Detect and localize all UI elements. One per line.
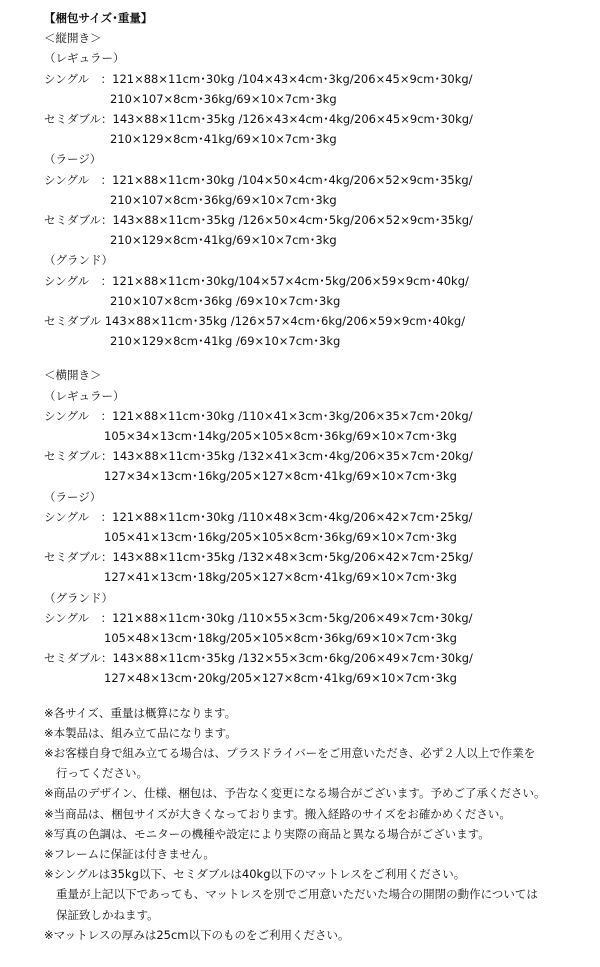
spec-line-cont: 210×107×8cm･36kg/69×10×7cm･3kg <box>110 91 337 106</box>
spec-line: シングル ：121×88×11cm･30kg /104×43×4cm･3kg/206×45×9cm･30kg/ <box>44 71 473 86</box>
note: ※本製品は、組み立て品になります。 <box>44 725 237 740</box>
spec-line: セミダブル：143×88×11cm･35kg /132×48×3cm･5kg/206×42×7cm･25kg/ <box>44 550 473 565</box>
spec-line: シングル ：121×88×11cm･30kg /110×41×3cm･3kg/206×35×7cm･20kg/ <box>44 408 473 423</box>
spec-line-cont: 210×107×8cm･36kg/69×10×7cm･3kg <box>110 192 337 207</box>
spec-line-cont: 127×41×13cm･18kg/205×127×8cm･41kg/69×10×7cm･3kg <box>104 570 457 585</box>
note: ※フレームに保証は付きません。 <box>44 847 215 861</box>
note: ※写真の色調は、モニターの機種や設定により実際の商品と異なる場合がございます。 <box>44 826 490 841</box>
spec-line: セミダブル 143×88×11cm･35kg /126×57×4cm･6kg/206×59×9cm･40kg/ <box>44 314 466 328</box>
note: ※お客様自身で組み立てる場合は、プラスドライバーをご用意いただき、必ず２人以上で作業を <box>44 746 536 760</box>
note: ※当商品は、梱包サイズが大きくなっております。搬入経路のサイズをお確かめください。 <box>44 806 511 821</box>
note-cont: 保証致しかねます。 <box>56 907 159 922</box>
note: ※マットレスの厚みは25cm以下のものをご利用ください。 <box>44 927 350 942</box>
spec-line: セミダブル：143×88×11cm･35kg /126×50×4cm･5kg/206×52×9cm･35kg/ <box>44 213 473 227</box>
vertical-open-heading: ＜縦開き＞ <box>44 31 102 46</box>
section-title: 【梱包サイズ･重量】 <box>44 11 153 25</box>
spec-line-cont: 210×129×8cm･41kg/69×10×7cm･3kg <box>110 233 337 248</box>
spec-line-cont: 127×34×13cm･16kg/205×127×8cm･41kg/69×10×7cm･3kg <box>104 469 457 484</box>
regular-heading: （レギュラー） <box>44 51 125 66</box>
horizontal-open-heading: ＜横開き＞ <box>44 368 102 383</box>
note: ※シングルは35kg以下、セミダブルは40kg以下のマットレスをご利用ください。 <box>44 867 466 882</box>
spec-line: シングル ：121×88×11cm･30kg /110×48×3cm･4kg/206×42×7cm･25kg/ <box>44 509 473 524</box>
spec-line: シングル ：121×88×11cm･30kg/104×57×4cm･5kg/206×59×9cm･40kg/ <box>44 273 469 288</box>
grand-heading: （グランド） <box>44 590 113 605</box>
spec-line-cont: 127×48×13cm･20kg/205×127×8cm･41kg/69×10×7cm･3kg <box>104 671 457 686</box>
regular-heading: （レギュラー） <box>44 388 125 403</box>
spec-line: セミダブル：143×88×11cm･35kg /132×55×3cm･6kg/206×49×7cm･30kg/ <box>44 651 473 666</box>
spec-line: シングル ：121×88×11cm･30kg /104×50×4cm･4kg/206×52×9cm･35kg/ <box>44 172 473 187</box>
spec-line-cont: 210×129×8cm･41kg /69×10×7cm･3kg <box>110 334 341 349</box>
note: ※各サイズ、重量は概算になります。 <box>44 705 237 720</box>
spec-line: シングル ：121×88×11cm･30kg /110×55×3cm･5kg/206×49×7cm･30kg/ <box>44 610 473 625</box>
spec-line-cont: 210×129×8cm･41kg/69×10×7cm･3kg <box>110 132 337 147</box>
large-heading: （ラージ） <box>44 152 102 167</box>
grand-heading: （グランド） <box>44 253 113 268</box>
spec-line: セミダブル：143×88×11cm･35kg /132×41×3cm･4kg/206×35×7cm･20kg/ <box>44 449 473 464</box>
note-cont: 重量が上記以下であっても、マットレスを別でご用意いただいた場合の開閉の動作については <box>56 887 538 902</box>
note-cont: 行ってください。 <box>56 766 148 781</box>
spec-line-cont: 105×34×13cm･14kg/205×105×8cm･36kg/69×10×7cm･3kg <box>104 429 457 443</box>
note: ※商品のデザイン、仕様、梱包は、予告なく変更になる場合がございます。予めご了承ください。 <box>44 786 546 801</box>
spec-line-cont: 210×107×8cm･36kg /69×10×7cm･3kg <box>110 293 341 308</box>
spec-line-cont: 105×41×13cm･16kg/205×105×8cm･36kg/69×10×7cm･3kg <box>104 530 457 544</box>
spec-line-cont: 105×48×13cm･18kg/205×105×8cm･36kg/69×10×7cm･3kg <box>104 631 457 645</box>
large-heading: （ラージ） <box>44 489 102 504</box>
spec-line: セミダブル：143×88×11cm･35kg /126×43×4cm･4kg/206×45×9cm･30kg/ <box>44 112 473 126</box>
